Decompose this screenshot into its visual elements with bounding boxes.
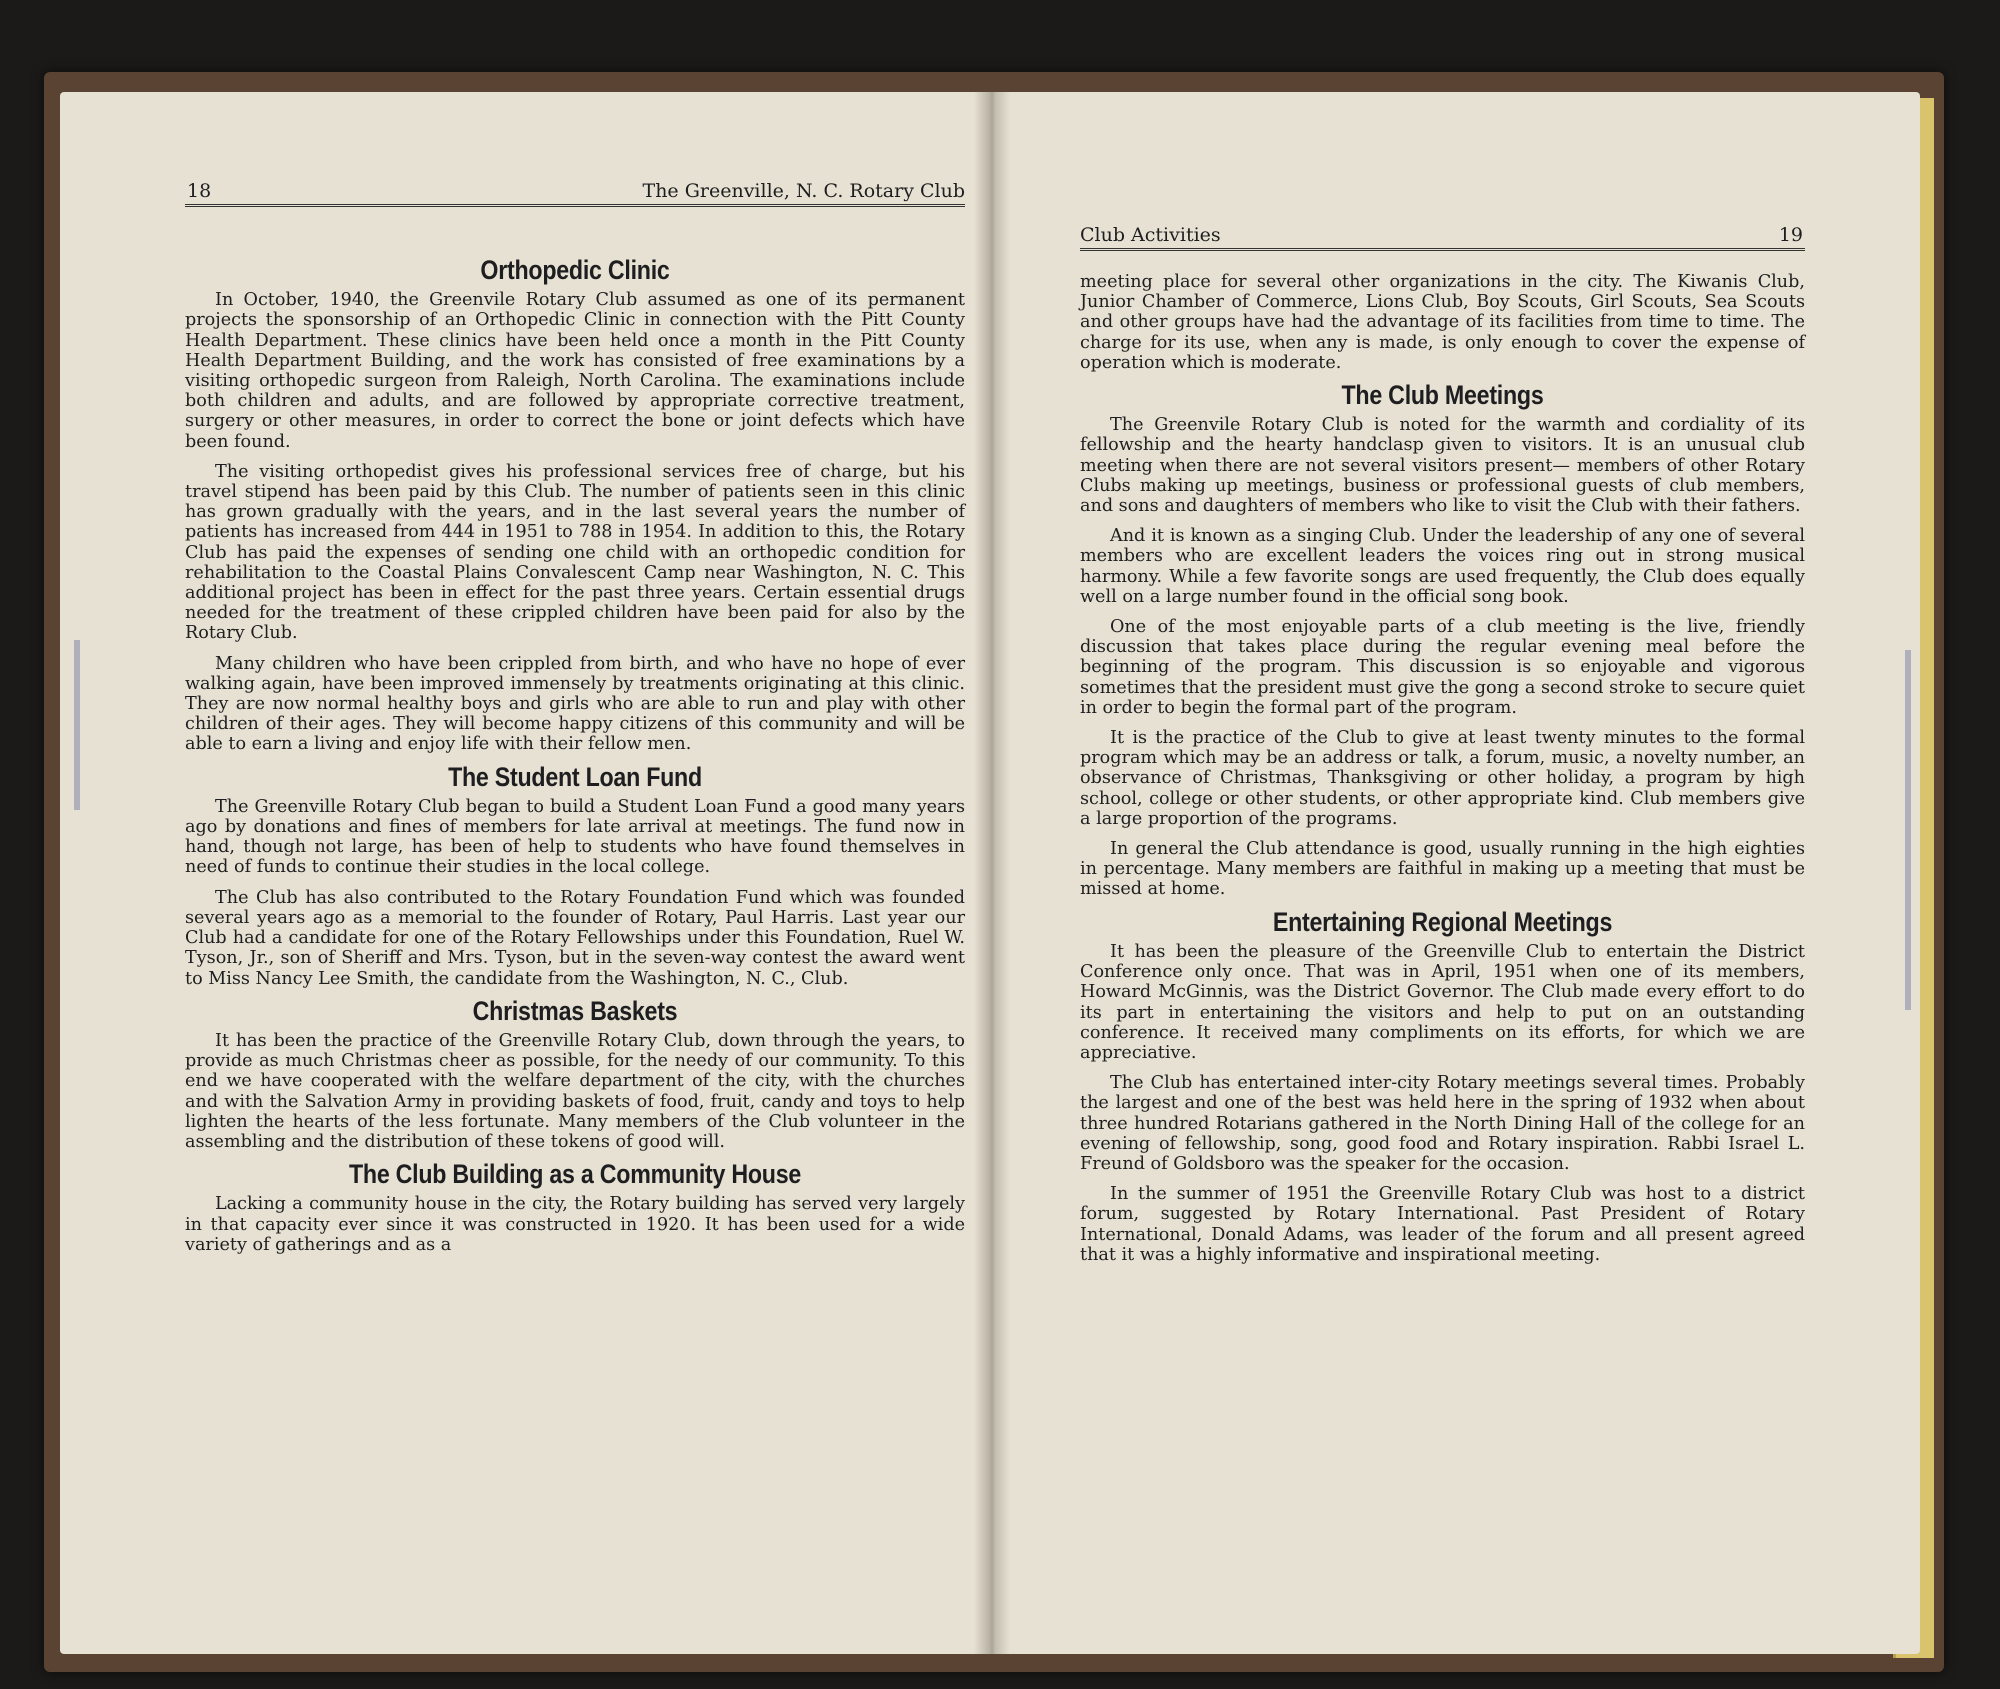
section-heading: Entertaining Regional Meetings — [1272, 906, 1613, 937]
running-title: Club Activities — [1080, 224, 1221, 246]
book-gutter — [974, 92, 1010, 1654]
paragraph: It is the practice of the Club to give at least twenty minutes to the formal program which may be an address or talk, a forum, music, a novelty number, an observance of Christmas, Thanksgiving or other holiday, a program by high school, college or other students, or other appropriate kind. Club members give a large proportion of the programs. — [1080, 728, 1805, 829]
paragraph: The Greenvile Rotary Club is noted for the warmth and cordiality of its fellowship and the hearty handclasp given to visitors. It is an unusual club meeting when there are not several visitors present— members of other Rotary Clubs making up meetings, business or professional guests of club members, and sons and daughters of members who like to visit the Club with their fathers. — [1080, 415, 1805, 517]
section-heading: The Student Loan Fund — [448, 761, 702, 792]
left-text-column — [185, 255, 965, 1265]
bleed-mark — [74, 640, 80, 810]
left-page — [60, 92, 990, 1654]
paragraph: Many children who have been crippled from birth, and who have no hope of ever walking again, have been improved immensely by treatments originating at this clinic. They are now normal healthy boys and girls who are able to run and play with other children of their ages. They will become happy citizens of this community and will be able to earn a living and enjoy life with their fellow men. — [185, 653, 965, 755]
right-page — [990, 92, 1920, 1654]
paragraph: The visiting orthopedist gives his professional services free of charge, but his travel stipend has been paid by this Club. The number of patients seen in this clinic has grown gradually with the years, and in the last several years the number of patients has increased from 444 in 1951 to 788 in 1954. In addition to this, the Rotary Club has paid the expenses of sending one child with an orthopedic condition for rehabilitation to the Coastal Plains Convalescent Camp near Washington, N. C. This additional project has been in effect for the past three years. Certain essential drugs needed for the treatment of these crippled children have been paid for also by the Rotary Club. — [185, 461, 965, 644]
page-number: 18 — [187, 180, 212, 202]
paragraph: And it is known as a singing Club. Under the leadership of any one of several members who are excellent leaders the voices ring out in strong musical harmony. While a few favorite songs are used frequently, the Club does equally well on a large number found in the official song book. — [1080, 526, 1805, 607]
bleed-mark — [1905, 650, 1911, 1010]
paragraph: In general the Club attendance is good, usually running in the high eighties in percentage. Many members are faithful in making up a meeting that must be missed at home. — [1080, 839, 1805, 900]
section-heading: The Club Meetings — [1341, 380, 1544, 411]
paragraph: The Club has entertained inter-city Rotary meetings several times. Probably the largest and one of the best was held here in the spring of 1932 when about three hundred Rotarians gathered in the North Dining Hall of the college for an evening of fellowship, song, good food and Rotary inspiration. Rabbi Israel L. Freund of Goldsboro was the speaker for the occasion. — [1080, 1073, 1805, 1174]
right-text-column — [1080, 272, 1805, 1275]
section-heading: Christmas Baskets — [472, 995, 678, 1026]
paragraph: It has been the pleasure of the Greenville Club to entertain the District Conference only once. That was in April, 1951 when one of its members, Howard McGinnis, was the District Governor. The Club made every effort to do its part in entertaining the visitors and help to put on an outstanding conference. It received many compliments on its efforts, for which we are appreciative. — [1080, 941, 1805, 1063]
paragraph: Lacking a community house in the city, the Rotary building has served very largely in that capacity ever since it was constructed in 1920. It has been used for a wide variety of gatherings and as a — [185, 1194, 965, 1255]
running-head — [1080, 222, 1805, 251]
paragraph: The Club has also contributed to the Rotary Foundation Fund which was founded several years ago as a memorial to the founder of Rotary, Paul Harris. Last year our Club had a candidate for one of the Rotary Fellowships under this Foundation, Ruel W. Tyson, Jr., son of Sheriff and Mrs. Tyson, but in the seven-way contest the award went to Miss Nancy Lee Smith, the candidate from the Washington, N. C., Club. — [185, 887, 965, 989]
section-heading: Orthopedic Clinic — [480, 255, 670, 285]
page-number: 19 — [1778, 224, 1803, 246]
paragraph: The Greenville Rotary Club began to build a Student Loan Fund a good many years ago by donations and fines of members for late arrival at meetings. The fund now in hand, though not large, has been of help to students who have found themselves in need of funds to continue their studies in the local college. — [185, 796, 965, 878]
paragraph: One of the most enjoyable parts of a club meeting is the live, friendly discussion that takes place during the regular evening meal before the beginning of the program. This discussion is so enjoyable and vigorous sometimes that the president must give the gong a second stroke to secure quiet in order to begin the formal part of the program. — [1080, 617, 1805, 718]
paragraph: In the summer of 1951 the Greenville Rotary Club was host to a district forum, suggested by Rotary International. Past President of Rotary International, Donald Adams, was leader of the forum and all present agreed that it was a highly informative and inspirational meeting. — [1080, 1184, 1805, 1265]
section-heading: The Club Building as a Community House — [348, 1159, 802, 1190]
paragraph: meeting place for several other organizations in the city. The Kiwanis Club, Junior Chamber of Commerce, Lions Club, Boy Scouts, Girl Scouts, Sea Scouts and other groups have had the advantage of its facilities from time to time. The charge for its use, when any is made, is only enough to cover the expense of operation which is moderate. — [1080, 272, 1805, 373]
running-title: The Greenville, N. C. Rotary Club — [642, 180, 965, 202]
paragraph: It has been the practice of the Greenville Rotary Club, down through the years, to provide as much Christmas cheer as possible, for the needy of our community. To this end we have cooperated with the welfare department of the city, with the churches and with the Salvation Army in providing baskets of food, fruit, candy and toys to help lighten the hearts of the less fortunate. Many members of the Club volunteer in the assembling and the distribution of these tokens of good will. — [185, 1030, 965, 1152]
running-head — [185, 178, 965, 207]
paragraph: In October, 1940, the Greenvile Rotary Club assumed as one of its permanent projects the sponsorship of an Orthopedic Clinic in connection with the Pitt County Health Department. These clinics have been held once a month in the Pitt County Health Department Building, and the work has consisted of free examinations by a visiting orthopedic surgeon from Raleigh, North Carolina. The examinations include both children and adults, and are followed by appropriate corrective treatment, surgery or other measures, in order to correct the bone or joint defects which have been found. — [185, 290, 965, 452]
